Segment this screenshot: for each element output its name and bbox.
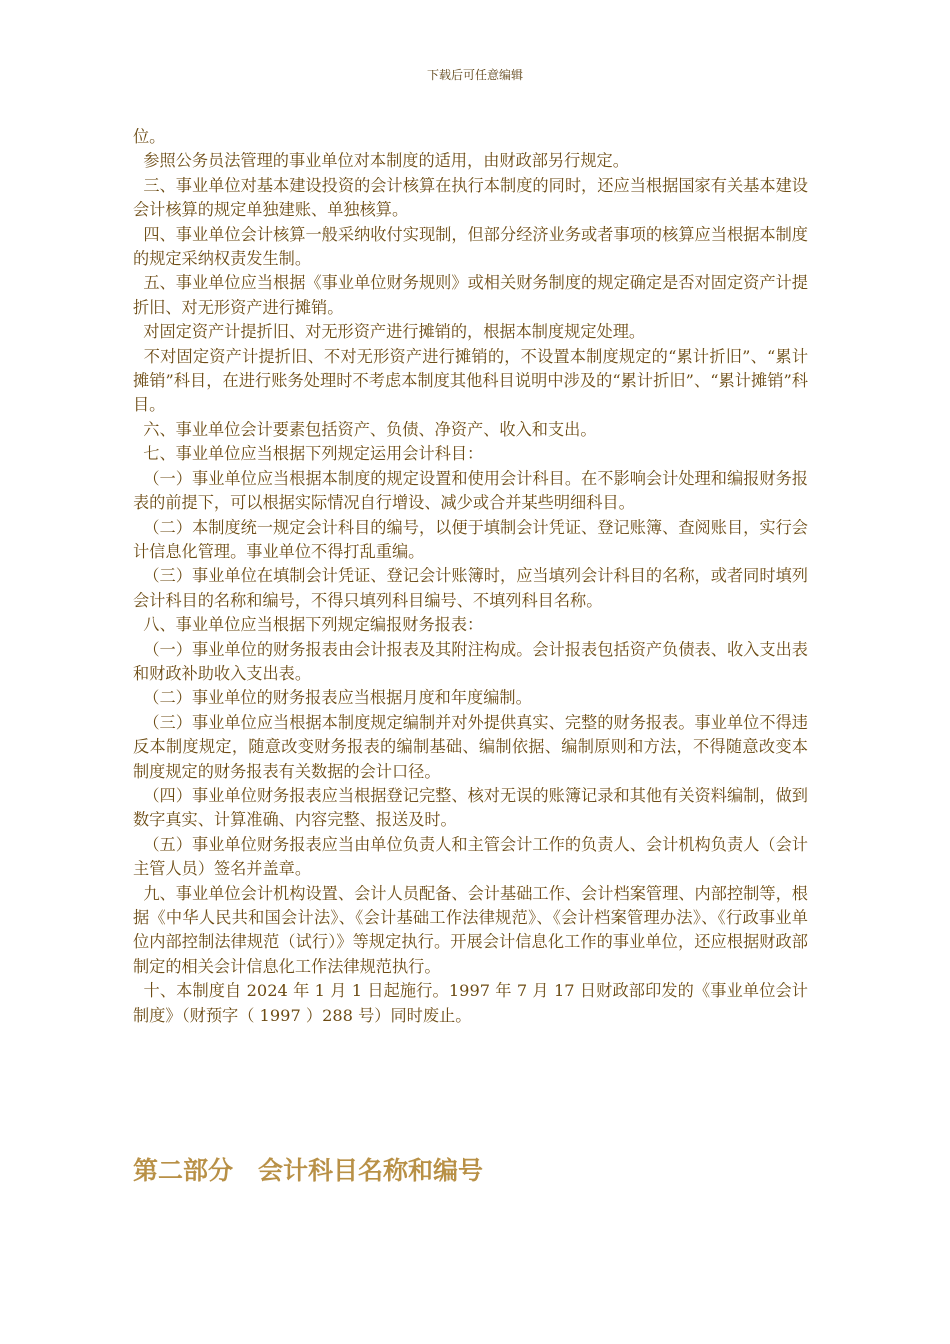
- paragraph: 位。: [133, 127, 166, 146]
- paragraph: 十、本制度自 2024 年 1 月 1 日起施行。1997 年 7 月 17 日财政部印发的《事业单位会计制度》（财预字（ 1997 ）288 号）同时废止。: [133, 981, 808, 1025]
- paragraph: （四）事业单位财务报表应当根据登记完整、核对无误的账簿记录和其他有关资料编制，做到数字真实、计算准确、内容完整、报送及时。: [133, 785, 808, 830]
- paragraph: 八、事业单位应当根据下列规定编报财务报表：: [133, 615, 484, 635]
- paragraph: 三、事业单位对基本建设投资的会计核算在执行本制度的同时，还应当根据国家有关基本建设会计核算的规定单独建账、单独核算。: [133, 175, 808, 220]
- paragraph: 不对固定资产计提折旧、不对无形资产进行摊销的，不设置本制度规定的“累计折旧”、“累计摊销”科目，在进行账务处理时不考虑本制度其他科目说明中涉及的“累计折旧”、“累计摊销”科目。: [133, 346, 809, 415]
- paragraph: （三）事业单位应当根据本制度规定编制并对外提供真实、完整的财务报表。事业单位不得违反本制度规定，随意改变财务报表的编制基础、编制依据、编制原则和方法，不得随意改变本制度规定的财务报表有关数据的会计口径。: [133, 712, 808, 781]
- paragraph: （二）本制度统一规定会计科目的编号，以便于填制会计凭证、登记账簿、查阅账目，实行会计信息化管理。事业单位不得打乱重编。: [133, 517, 808, 561]
- paragraph: （三）事业单位在填制会计凭证、登记会计账簿时，应当填列会计科目的名称，或者同时填列会计科目的名称和编号，不得只填列科目编号、不填列科目名称。: [133, 566, 808, 610]
- paragraph: （一）事业单位应当根据本制度的规定设置和使用会计科目。在不影响会计处理和编报财务报表的前提下，可以根据实际情况自行增设、减少或合并某些明细科目。: [133, 468, 808, 513]
- paragraph: （二）事业单位的财务报表应当根据月度和年度编制。: [133, 688, 532, 708]
- paragraph: 五、事业单位应当根据《事业单位财务规则》或相关财务制度的规定确定是否对固定资产计提折旧、对无形资产进行摊销。: [133, 273, 808, 317]
- paragraph: 七、事业单位应当根据下列规定运用会计科目：: [133, 444, 484, 464]
- paragraph: 六、事业单位会计要素包括资产、负债、净资产、收入和支出。: [133, 419, 597, 439]
- paragraph: 九、事业单位会计机构设置、会计人员配备、会计基础工作、会计档案管理、内部控制等，根据《中华人民共和国会计法》、《会计基础工作法律规范》、《会计档案管理办法》、《行政事业单位内部控制法律规范（试行）》等规定执行。开展会计信息化工作的事业单位，还应根据财政部制定的相关会计信息化工作法律规范执行。: [133, 883, 808, 976]
- page-header: 下载后可任意编辑: [426, 68, 523, 82]
- document-body: [133, 125, 808, 1028]
- paragraph: 四、事业单位会计核算一般采纳收付实现制，但部分经济业务或者事项的核算应当根据本制度的规定采纳权责发生制。: [133, 224, 808, 269]
- section-heading: 第二部分 会计科目名称和编号: [133, 1156, 484, 1185]
- paragraph: 参照公务员法管理的事业单位对本制度的适用，由财政部另行规定。: [133, 151, 629, 171]
- paragraph: （五）事业单位财务报表应当由单位负责人和主管会计工作的负责人、会计机构负责人（会计主管人员）签名并盖章。: [133, 834, 808, 879]
- paragraph: （一）事业单位的财务报表由会计报表及其附注构成。会计报表包括资产负债表、收入支出表和财政补助收入支出表。: [133, 639, 808, 683]
- paragraph: 对固定资产计提折旧、对无形资产进行摊销的，根据本制度规定处理。: [133, 322, 646, 342]
